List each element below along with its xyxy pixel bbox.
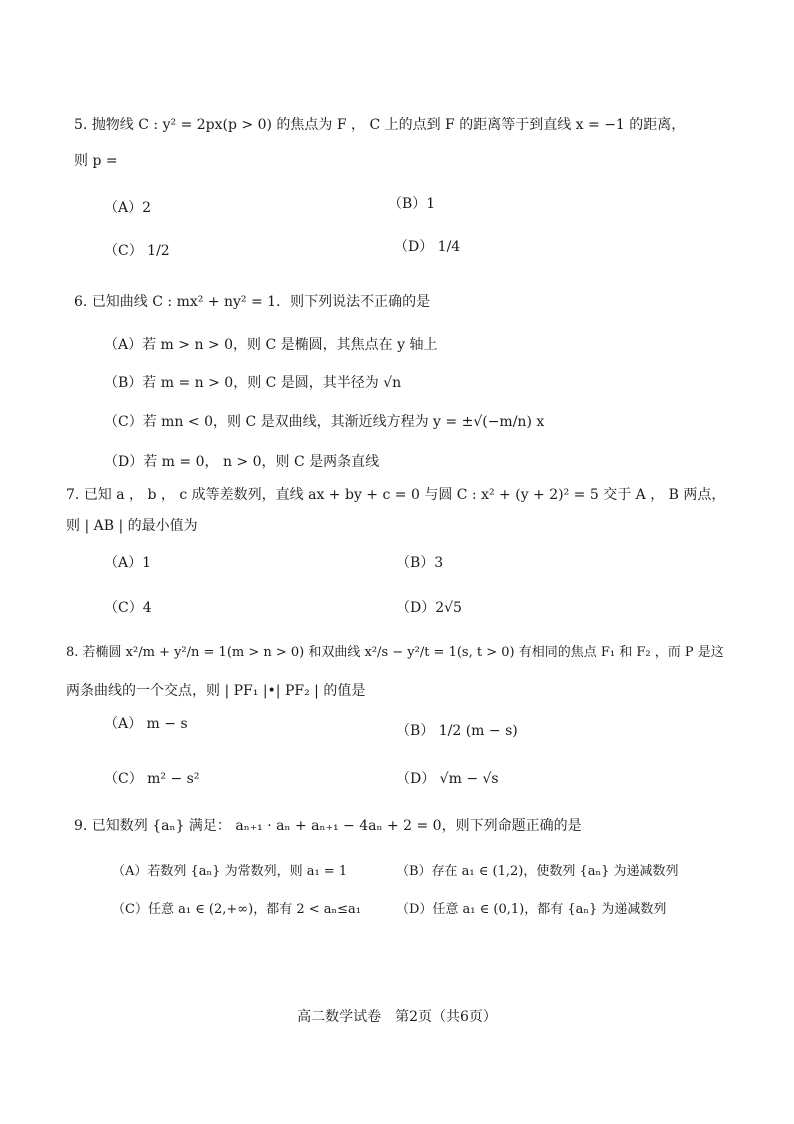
q9-stem-line1 [74, 815, 582, 835]
q5-option-a: （A）2 [104, 200, 152, 216]
q8-option-a: （A） m − s [104, 716, 188, 732]
q9-option-d: （D）任意 a₁ ∈ (0,1)，都有 {aₙ} 为递减数列 [396, 902, 667, 917]
q7-option-d: （D）2√5 [396, 600, 462, 616]
q9-text: 已知数列 {aₙ} 满足： aₙ₊₁ · aₙ + aₙ₊₁ − 4aₙ + 2 = 0，则下列命题正确的是 [91, 818, 582, 834]
q7-text: 已知 a ， b ， c 成等差数列，直线 ax + by + c = 0 与圆 C : x² + (y + 2)² = 5 交于 A ， B 两点， [83, 487, 726, 503]
q6-option-b: （B）若 m = n > 0，则 C 是圆，其半径为 √n [104, 375, 402, 391]
page-footer: 高二数学试卷 第2页（共6页） [297, 1009, 497, 1025]
q9-number: 9. [74, 818, 88, 834]
q5-stem-line1 [74, 114, 685, 134]
q7-option-a: （A）1 [104, 555, 152, 571]
q5-text: 抛物线 C : y² = 2px(p > 0) 的焦点为 F ， C 上的点到 F 的距离等于到直线 x = −1 的距离， [91, 117, 686, 133]
q5-option-b: （B）1 [388, 196, 436, 212]
q6-option-d: （D）若 m = 0， n > 0，则 C 是两条直线 [104, 454, 380, 470]
q8-number: 8. [66, 645, 79, 660]
q5-number: 5. [74, 117, 88, 133]
q7-stem-line1 [66, 484, 725, 504]
q6-text: 已知曲线 C : mx² + ny² = 1．则下列说法不正确的是 [91, 294, 431, 310]
q8-stem-line1 [66, 641, 724, 660]
q8-option-d: （D） √m − √s [396, 771, 499, 787]
q7-option-b: （B）3 [396, 555, 444, 571]
q7-stem-line2: 则 | AB | 的最小值为 [66, 518, 198, 534]
q9-option-c: （C）任意 a₁ ∈ (2,+∞)，都有 2 < aₙ≤a₁ [112, 902, 361, 917]
q8-text: 若椭圆 x²/m + y²/n = 1(m > n > 0) 和双曲线 x²/s − y²/t = 1(s, t > 0) 有相同的焦点 F₁ 和 F₂ ，而 P 是这 [82, 645, 724, 660]
q9-option-b: （B）存在 a₁ ∈ (1,2)，使数列 {aₙ} 为递减数列 [396, 864, 679, 879]
q5-option-d: （D） 1/4 [394, 239, 461, 255]
q6-option-c: （C）若 mn < 0，则 C 是双曲线，其渐近线方程为 y = ±√(−m/n) x [104, 414, 545, 430]
q8-option-c: （C） m² − s² [104, 771, 200, 787]
q5-option-c: （C） 1/2 [104, 243, 170, 259]
q9-option-a: （A）若数列 {aₙ} 为常数列，则 a₁ = 1 [112, 864, 348, 879]
q5-stem-line2: 则 p = [74, 153, 118, 169]
q6-number: 6. [74, 294, 88, 310]
q7-option-c: （C）4 [104, 600, 152, 616]
q6-stem-line1 [74, 291, 430, 311]
q7-number: 7. [66, 487, 80, 503]
q6-option-a: （A）若 m > n > 0，则 C 是椭圆，其焦点在 y 轴上 [104, 337, 438, 353]
q8-stem-line2: 两条曲线的一个交点，则 | PF₁ |•| PF₂ | 的值是 [66, 683, 366, 699]
q8-option-b: （B） 1/2 (m − s) [396, 723, 518, 739]
